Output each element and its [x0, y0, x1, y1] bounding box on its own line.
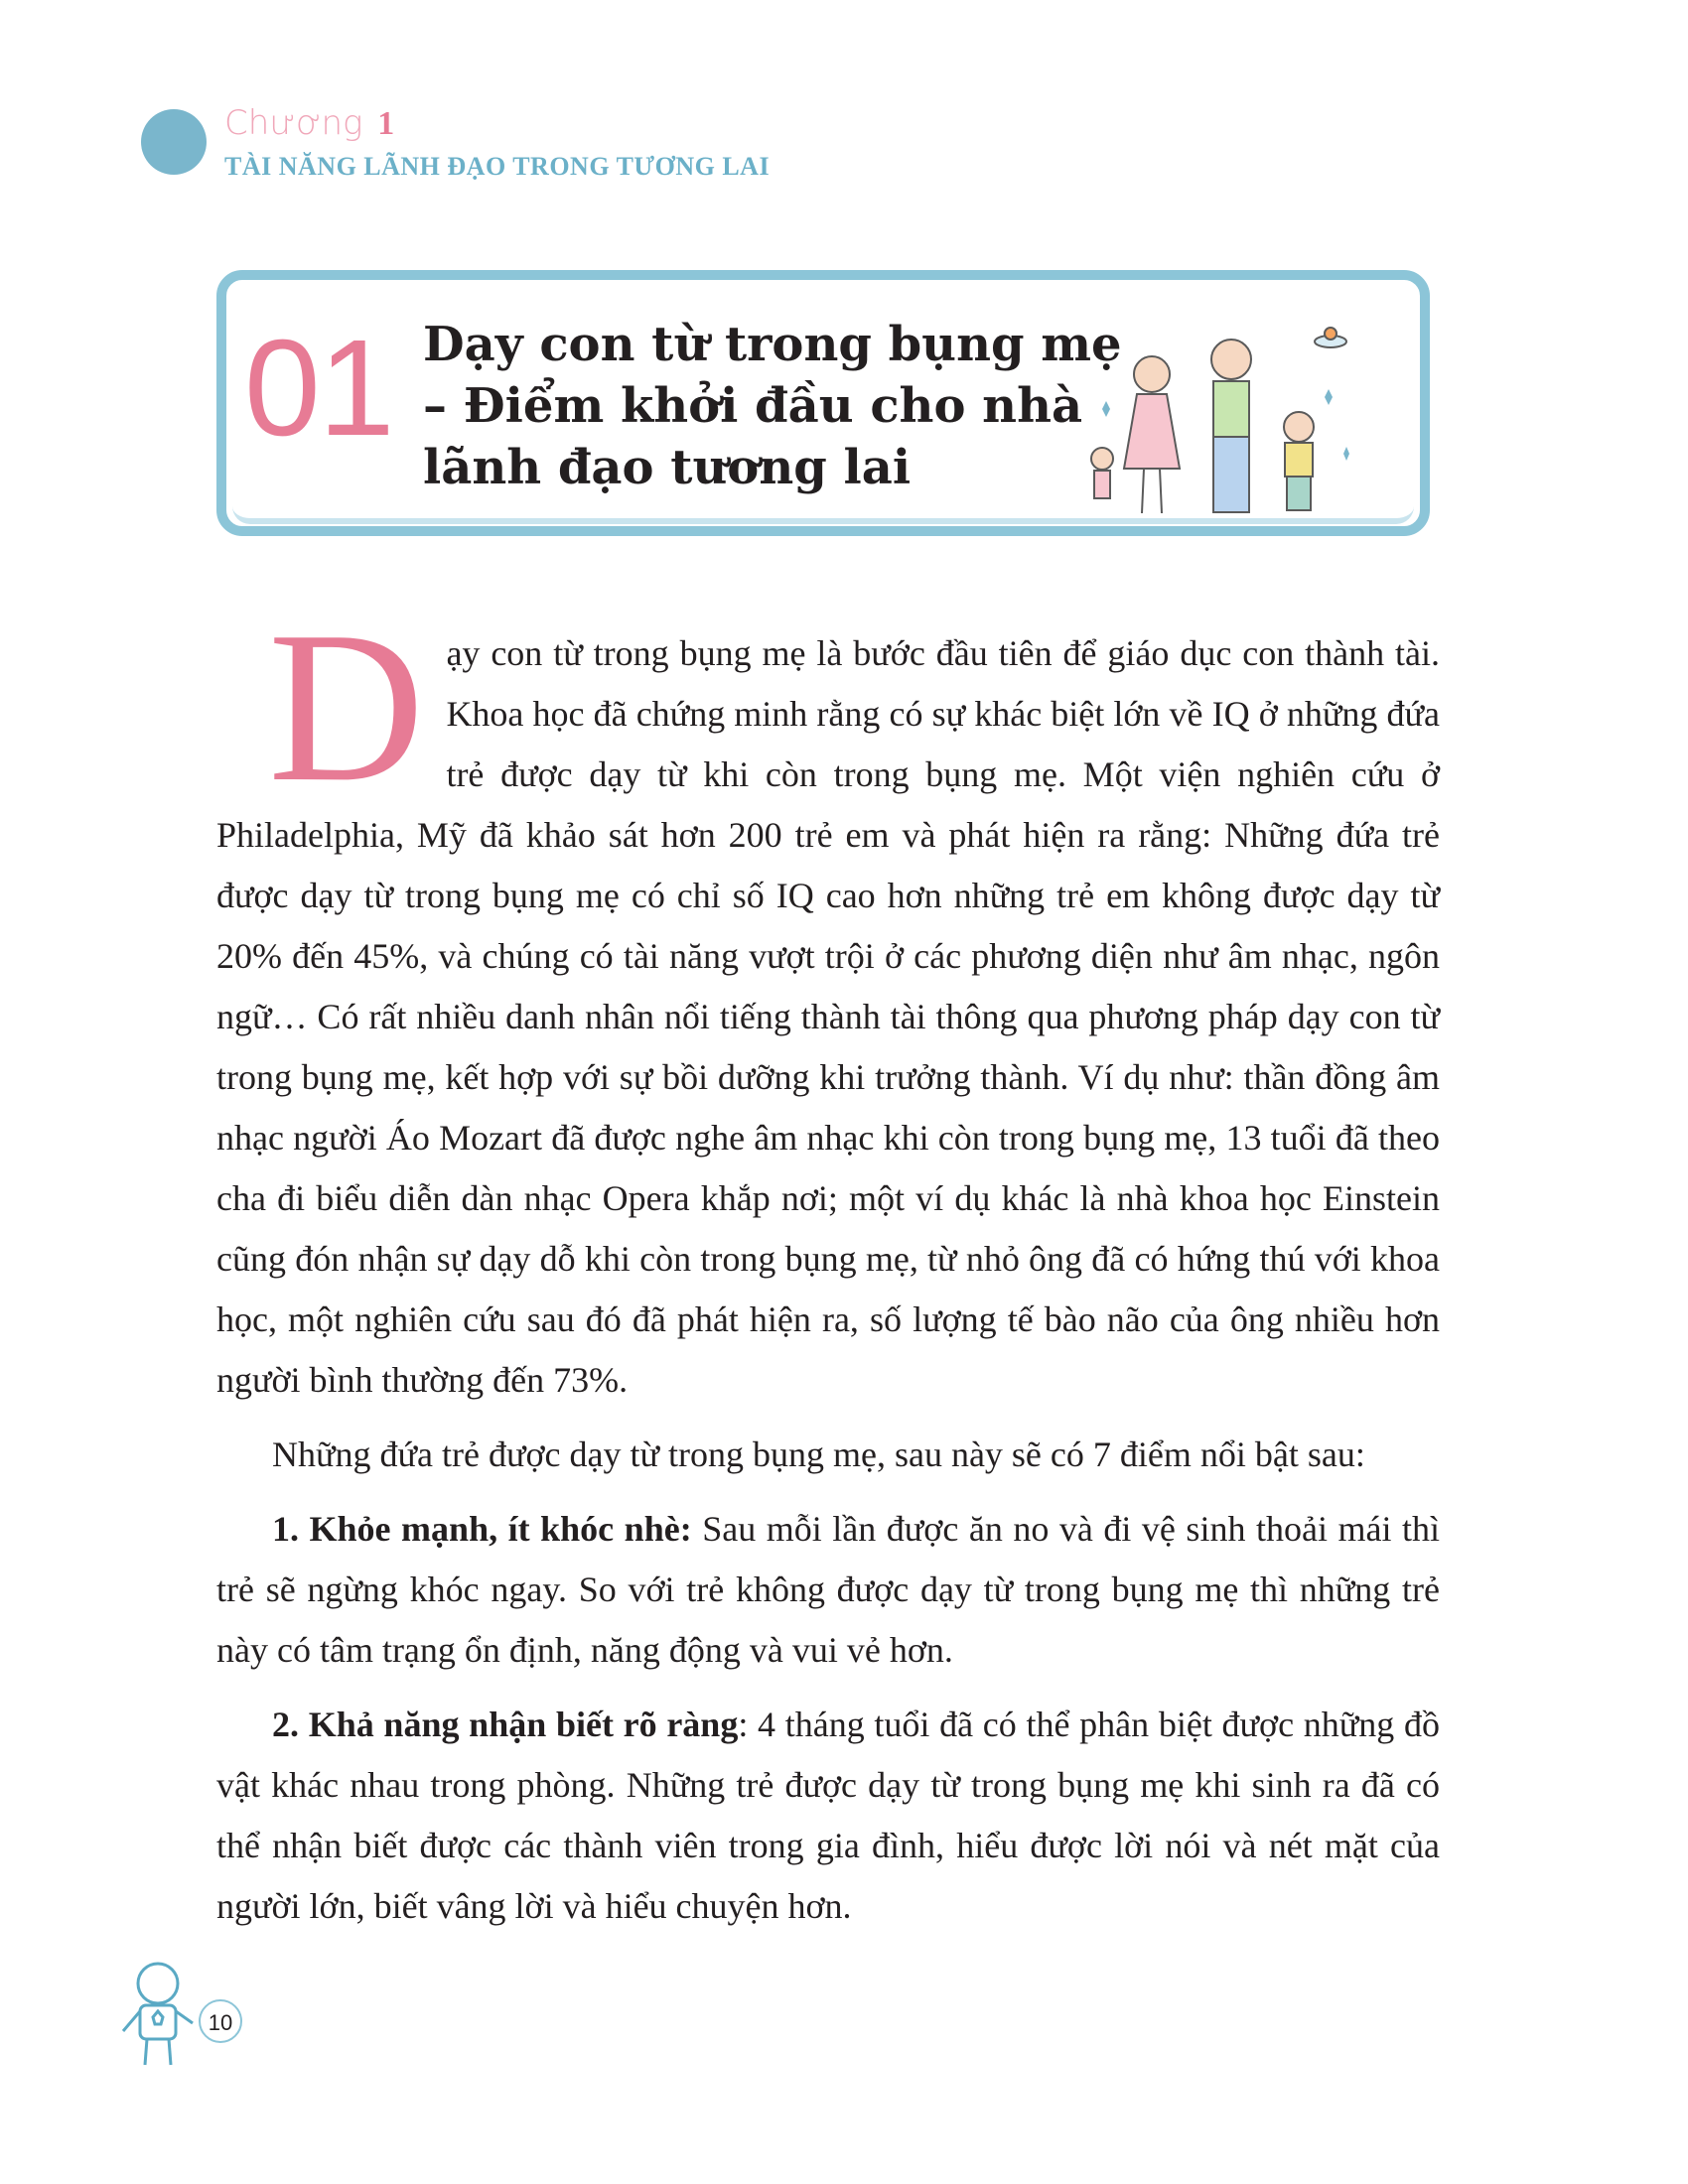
family-illustration — [1082, 310, 1380, 528]
section-number: 01 — [244, 312, 393, 465]
page-number: 10 — [199, 1999, 242, 2043]
point-2: 2. Khả năng nhận biết rõ ràng: 4 tháng tuổi đã có thể phân biệt được những đồ vật khác nhau trong phòng. Những trẻ được dạy từ trong bụng mẹ khi sinh ra đã có thể nhận biết được các thành viên trong gia đình, hiểu được lời nói và nét mặt của người lớn, biết vâng lời và hiểu chuyện hơn. — [216, 1705, 1440, 1926]
point-1: 1. Khỏe mạnh, ít khóc nhè: Sau mỗi lần được ăn no và đi vệ sinh thoải mái thì trẻ sẽ ngừng khóc ngay. So với trẻ không được dạy từ trong bụng mẹ thì những trẻ này có tâm trạng ổn định, năng động và vui vẻ hơn. — [216, 1509, 1440, 1670]
chapter-dot — [141, 109, 207, 175]
article-body — [216, 588, 1440, 1937]
lead-in-paragraph: Những đứa trẻ được dạy từ trong bụng mẹ, sau này sẽ có 7 điểm nổi bật sau: — [272, 1434, 1365, 1474]
mascot-icon — [113, 1954, 203, 2073]
chapter-label: Chương 1 — [224, 103, 395, 143]
drop-cap: D — [268, 588, 425, 827]
section-title-box — [216, 270, 1430, 536]
chapter-subtitle: TÀI NĂNG LÃNH ĐẠO TRONG TƯƠNG LAI — [224, 152, 771, 181]
section-title: Dạy con từ trong bụng mẹ – Điểm khởi đầu cho nhà lãnh đạo tương lai — [423, 317, 1122, 495]
intro-paragraph: Dạy con từ trong bụng mẹ là bước đầu tiên để giáo dục con thành tài. Khoa học đã chứng minh rằng có sự khác biệt lớn về IQ ở những đứa trẻ được dạy từ khi còn trong bụng mẹ. Một viện nghiên cứu ở Philadelphia, Mỹ đã khảo sát hơn 200 trẻ em và phát hiện ra rằng: Những đứa trẻ được dạy từ trong bụng mẹ có chỉ số IQ cao hơn những trẻ em không được dạy từ 20% đến 45%, và chúng có tài năng vượt trội ở các phương diện như âm nhạc, ngôn ngữ… Có rất nhiều danh nhân nổi tiếng thành tài thông qua phương pháp dạy con từ trong bụng mẹ, kết hợp với sự bồi dưỡng khi trưởng thành. Ví dụ như: thần đồng âm nhạc người Áo Mozart đã được nghe âm nhạc khi còn trong bụng mẹ, 13 tuổi đã theo cha đi biểu diễn dàn nhạc Opera khắp nơi; một ví dụ khác là nhà khoa học Einstein cũng đón nhận sự dạy dỗ khi còn trong bụng mẹ, từ nhỏ ông đã có hứng thú với khoa học, một nghiên cứu sau đó đã phát hiện ra, số lượng tế bào não của ông nhiều hơn người bình thường đến 73%. — [216, 588, 1440, 1400]
